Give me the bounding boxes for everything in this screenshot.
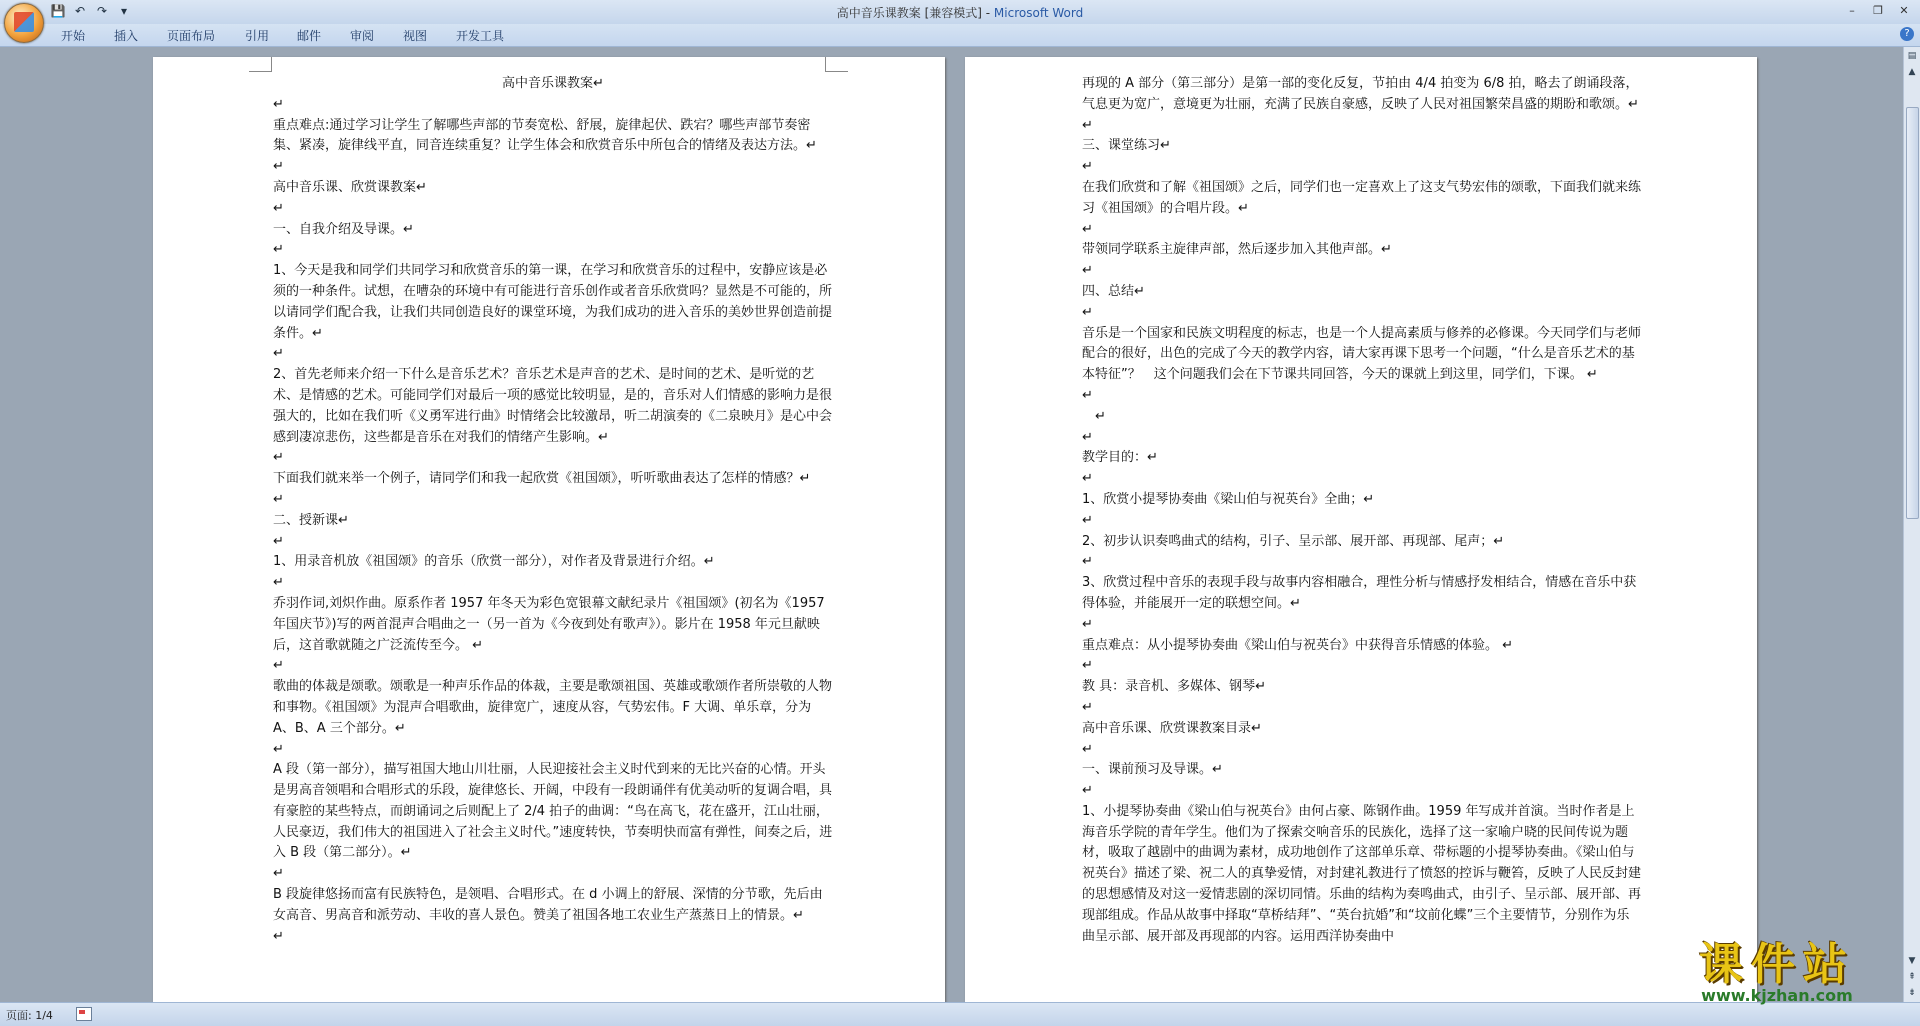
paragraph[interactable]: ↵ — [1082, 429, 1093, 445]
paragraph[interactable]: ↵ — [273, 450, 284, 466]
paragraph[interactable]: ↵ — [273, 741, 284, 757]
tab-review[interactable]: 审阅 — [350, 29, 375, 43]
paragraph[interactable]: 再现的 A 部分（第三部分）是第一部的变化反复，节拍由 4/4 拍变为 6/8 拍，略去了朗诵段落，气息更为宽广，意境更为壮丽，充满了民族自豪感，反映了人民对祖国繁荣昌盛的期盼和歌颂。↵ — [1082, 76, 1639, 112]
document-page-1[interactable] — [153, 57, 945, 1002]
vertical-scrollbar[interactable] — [1903, 47, 1920, 1002]
paragraph[interactable]: 重点难点：从小提琴协奏曲《梁山伯与祝英台》中获得音乐情感的体验。 ↵ — [1082, 637, 1514, 653]
paragraph[interactable]: ↵ — [1082, 554, 1093, 570]
paragraph[interactable]: ↵ — [1082, 658, 1093, 674]
paragraph[interactable]: 一、课前预习及导课。↵ — [1082, 762, 1223, 778]
paragraph[interactable]: ↵ — [1082, 159, 1093, 175]
paragraph[interactable]: 歌曲的体裁是颂歌。颂歌是一种声乐作品的体裁，主要是歌颂祖国、英雄或歌颂作者所崇敬的人物和事物。《祖国颂》为混声合唱歌曲，旋律宽广，速度从容，气势宏伟。F 大调、单乐章，分为 A、B、A 三个部分。↵ — [273, 679, 833, 736]
redo-icon[interactable]: ↷ — [96, 4, 108, 18]
paragraph[interactable]: 2、初步认识奏鸣曲式的结构，引子、呈示部、展开部、再现部、尾声；↵ — [1082, 533, 1505, 549]
paragraph[interactable]: ↵ — [273, 575, 284, 591]
office-button[interactable] — [4, 3, 44, 43]
window-title — [0, 4, 1920, 21]
scroll-down-icon[interactable]: ▼ — [1908, 956, 1916, 966]
paragraph[interactable]: 重点难点:通过学习让学生了解哪些声部的节奏宽松、舒展，旋律起伏、跌宕？哪些声部节奏密集、紧凑，旋律线平直，同音连续重复？让学生体会和欣赏音乐中所包合的情绪及表达方法。↵ — [273, 117, 817, 154]
minimize-button[interactable]: – — [1849, 4, 1855, 17]
paragraph[interactable]: ↵ — [1082, 304, 1093, 320]
restore-button[interactable]: ❐ — [1873, 4, 1883, 17]
paragraph[interactable]: ↵ — [273, 658, 284, 674]
app-name: Microsoft Word — [993, 6, 1084, 20]
tab-developer[interactable]: 开发工具 — [456, 29, 505, 43]
paragraph[interactable]: 高中音乐课、欣赏课教案目录↵ — [1082, 720, 1262, 736]
paragraph[interactable]: ↵ — [1082, 783, 1093, 799]
close-button[interactable]: ✕ — [1899, 4, 1909, 17]
paragraph[interactable]: 1、小提琴协奏曲《梁山伯与祝英台》由何占豪、陈钢作曲。1959 年写成并首演。当时作者是上海音乐学院的青年学生。他们为了探索交响音乐的民族化，选择了这一家喻户晓的民间传说为题材，吸取了越剧中的曲调为素材，成功地创作了这部单乐章、带标题的小提琴协奏曲。《梁山伯与祝英台》描述了梁、祝二人的真挚爱情，对封建礼教进行了愤怒的控诉与鞭笞，反映了人民反封建的思想感情及对这一爱情悲剧的深切同情。乐曲的结构为奏鸣曲式，由引子、呈示部、展开部、再现部组成。作品从故事中择取“草桥结拜”、“英台抗婚”和“坟前化蝶”三个主要情节，分别作为乐曲呈示部、展开部及再现部的内容。运用西洋协奏曲中 — [1082, 803, 1642, 944]
paragraph[interactable]: 带领同学联系主旋律声部，然后逐步加入其他声部。↵ — [1082, 242, 1392, 258]
paragraph[interactable]: ↵ — [273, 928, 284, 944]
paragraph[interactable]: ↵ — [273, 159, 284, 175]
tab-insert[interactable]: 插入 — [114, 29, 139, 43]
next-page-icon[interactable]: ⇟ — [1908, 988, 1916, 998]
watermark-url: www.kjzhan.com — [1701, 986, 1853, 1005]
paragraph[interactable]: 乔羽作词,刘炽作曲。原系作者 1957 年冬天为彩色宽银幕文献纪录片《祖国颂》(初名为《1957年国庆节》)写的两首混声合唱曲之一（另一首为《今夜到处有歌声》）。影片在 1958 年元旦献映后，这首歌就随之广泛流传至今。 ↵ — [273, 595, 825, 653]
paragraph[interactable]: 1、用录音机放《祖国颂》的音乐（欣赏一部分），对作者及背景进行介绍。↵ — [273, 554, 715, 570]
paragraph[interactable]: ↵ — [273, 346, 284, 362]
office-logo-icon — [14, 12, 34, 32]
page-count[interactable]: 页面: 1/4 — [6, 1009, 53, 1022]
customize-icon[interactable]: ▾ — [120, 4, 128, 18]
paragraph[interactable]: ↵ — [1082, 408, 1106, 424]
paragraph[interactable]: ↵ — [1082, 117, 1093, 133]
document-area — [0, 47, 1904, 1002]
paragraph[interactable]: 二、授新课↵ — [273, 512, 349, 528]
paragraph[interactable]: 教学目的：↵ — [1082, 450, 1158, 466]
tab-page-layout[interactable]: 页面布局 — [167, 29, 216, 43]
paragraph[interactable]: ↵ — [273, 533, 284, 549]
paragraph[interactable]: ↵ — [1082, 512, 1093, 528]
paragraph[interactable]: 音乐是一个国家和民族文明程度的标志，也是一个人提高素质与修养的必修课。今天同学们与老师配合的很好，出色的完成了今天的教学内容，请大家再课下思考一个问题，“什么是音乐艺术的基本特征”？ 这个问题我们会在下节课共同回答，今天的课就上到这里，同学们，下课。 ↵ — [1082, 325, 1642, 383]
window-controls — [1840, 2, 1916, 20]
paragraph[interactable]: A 段（第一部分），描写祖国大地山川壮丽，人民迎接社会主义时代到来的无比兴奋的心情。开头是男高音领唱和合唱形式的乐段，旋律悠长、开阔，中段有一段朗诵伴有优美动听的复调合唱，具有豪腔的某些特点，而朗诵词之后则配上了 2/4 拍子的曲调：“鸟在高飞，花在盛开，江山壮丽，人民豪迈，我们伟大的祖国进入了社会主义时代。”速度转快，节奏明快而富有弹性，间奏之后，进入 B 段（第二部分）。↵ — [273, 762, 833, 861]
watermark-title: 课件站 — [1699, 939, 1855, 990]
title-bar — [0, 0, 1920, 24]
proofing-icon[interactable] — [76, 1007, 92, 1021]
paragraph[interactable]: 四、总结↵ — [1082, 283, 1145, 299]
paragraph[interactable]: 三、课堂练习↵ — [1082, 138, 1171, 154]
undo-icon[interactable]: ↶ — [74, 4, 86, 18]
document-page-2[interactable] — [965, 57, 1757, 1002]
paragraph[interactable]: ↵ — [1082, 616, 1093, 632]
paragraph[interactable]: B 段旋律悠扬而富有民族特色，是领唱、合唱形式。在 d 小调上的舒展、深情的分节歌，先后由女高音、男高音和派劳动、丰收的喜人景色。赞美了祖国各地工农业生产蒸蒸日上的情景。↵ — [273, 887, 823, 923]
paragraph[interactable]: 在我们欣赏和了解《祖国颂》之后，同学们也一定喜欢上了这支气势宏伟的颂歌，下面我们就来练习《祖国颂》的合唱片段。↵ — [1082, 179, 1642, 216]
help-icon[interactable]: ? — [1900, 27, 1914, 41]
crop-mark — [825, 57, 848, 72]
paragraph[interactable]: 高中音乐课、欣赏课教案↵ — [273, 179, 427, 195]
paragraph[interactable]: 教 具：录音机、多媒体、钢琴↵ — [1082, 679, 1267, 695]
tab-home[interactable]: 开始 — [61, 29, 86, 43]
paragraph[interactable]: 一、自我介绍及导课。↵ — [273, 221, 414, 237]
ribbon-tabs — [0, 24, 1920, 47]
paragraph[interactable]: ↵ — [273, 96, 284, 112]
paragraph[interactable]: ↵ — [1082, 387, 1093, 403]
paragraph[interactable]: ↵ — [1082, 699, 1093, 715]
scroll-up-icon[interactable]: ▲ — [1908, 67, 1916, 77]
paragraph[interactable]: ↵ — [273, 242, 284, 258]
scrollbar-thumb[interactable] — [1906, 107, 1919, 519]
save-icon[interactable]: 💾 — [50, 4, 66, 18]
paragraph[interactable]: ↵ — [1082, 221, 1093, 237]
paragraph[interactable]: 1、今天是我和同学们共同学习和欣赏音乐的第一课，在学习和欣赏音乐的过程中，安静应该是必须的一种条件。试想，在嘈杂的环境中有可能进行音乐创作或者音乐欣赏吗？显然是不可能的，所以请同学们配合我，让我们共同创造良好的课堂环境，为我们成功的进入音乐的美妙世界创造前提条件。↵ — [273, 263, 833, 341]
paragraph[interactable]: ↵ — [273, 866, 284, 882]
paragraph[interactable]: ↵ — [1082, 471, 1093, 487]
page-1-body[interactable] — [273, 74, 833, 947]
watermark-logo — [1652, 928, 1902, 1005]
tab-references[interactable]: 引用 — [245, 29, 270, 43]
paragraph[interactable]: ↵ — [1082, 741, 1093, 757]
paragraph[interactable]: ↵ — [273, 491, 284, 507]
paragraph[interactable]: ↵ — [273, 200, 284, 216]
status-bar — [0, 1002, 1920, 1026]
tab-view[interactable]: 视图 — [403, 29, 428, 43]
paragraph[interactable]: ↵ — [1082, 263, 1093, 279]
tab-mailings[interactable]: 邮件 — [297, 29, 322, 43]
document-title: 高中音乐课教案 [兼容模式] - — [836, 6, 994, 20]
paragraph[interactable]: 高中音乐课教案↵ — [502, 76, 604, 91]
paragraph[interactable]: 3、欣赏过程中音乐的表现手段与故事内容相融合，理性分析与情感抒发相结合，情感在音乐中获得体验，并能展开一定的联想空间。↵ — [1082, 575, 1637, 611]
paragraph[interactable]: 下面我们就来举一个例子，请同学们和我一起欣赏《祖国颂》，听听歌曲表达了怎样的情感？↵ — [273, 471, 811, 487]
paragraph[interactable]: 1、欣赏小提琴协奏曲《梁山伯与祝英台》全曲；↵ — [1082, 491, 1375, 507]
previous-page-icon[interactable]: ⇞ — [1908, 972, 1916, 982]
ruler-toggle-icon[interactable]: ▤ — [1907, 51, 1917, 61]
paragraph[interactable]: 2、首先老师来介绍一下什么是音乐艺术？音乐艺术是声音的艺术、是时间的艺术、是听觉的艺术、是情感的艺术。可能同学们对最后一项的感觉比较明显，是的，音乐对人们情感的影响力是很强大的，比如在我们听《义勇军进行曲》时情绪会比较激昂，听二胡演奏的《二泉映月》是心中会感到凄凉悲伤，这些都是音乐在对我们的情绪产生影响。↵ — [273, 367, 833, 445]
crop-mark — [249, 57, 272, 72]
page-2-body[interactable] — [1082, 74, 1642, 947]
